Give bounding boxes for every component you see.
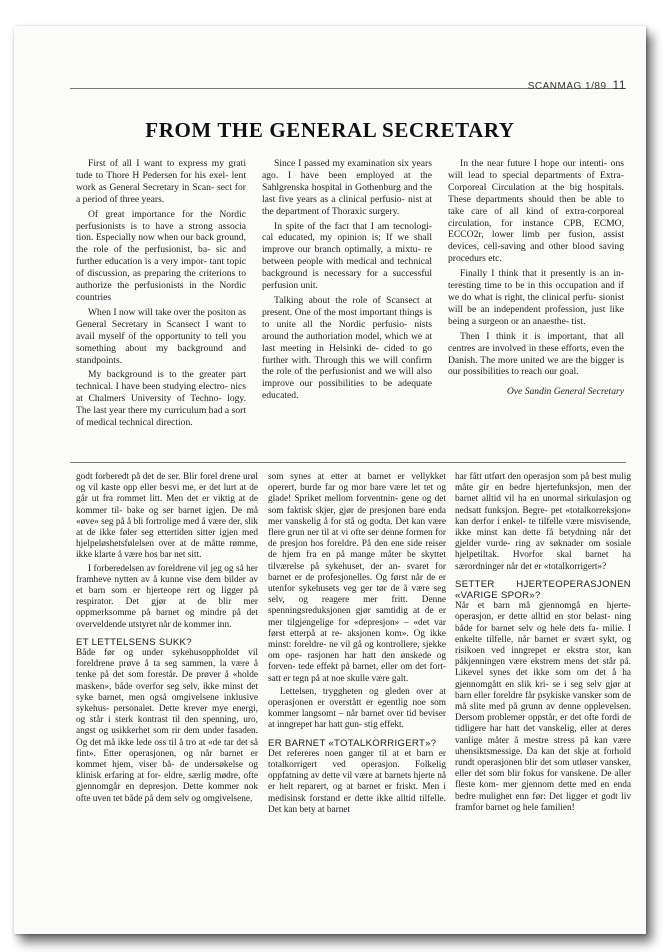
- paragraph: Talking about the role of Scansect at present. One of the most important things is to unite all the Nordic perfusio- nists around the authoriation model, which we at last meeting in Helsinki de- cided to go further with. Through this we will confirm the role of the perfusionist and we will also improve our possibilities to be adequate educated.: [262, 294, 432, 402]
- subheading: ER BARNET «TOTALKORRIGERT»?: [268, 737, 437, 749]
- paragraph: Then I think it is important, that all centres are involved in these efforts, even the Danish. The more united we are the bigger is our possibilities to reach our goal.: [448, 330, 624, 378]
- article-title: FROM THE GENERAL SECRETARY: [145, 118, 515, 142]
- norwegian-column-1: [76, 472, 258, 807]
- section-divider: [70, 462, 626, 463]
- paragraph: Når et barn må gjennomgå en hjerte- operasjon, er dette alltid en stor belast- ning både for barnet selv og hele dets fa- milie. I enkelte tilfelle, når barnet er svært sykt, og risikoen ved inngrepet er ekstra stor, kan påkjenningen være ekstrem mens det står på. Likevel synes det ikke som om det å ha gjennomgått en slik kri- se i seg selv gjør at barn eller foreldre får psykiske vansker som de må slite med på grunn av denne opplevelsen. Dersom problemer oppstår, er det ofte fordi de tidligere har hatt det vanskelig, eller at deres vanlige måter å mestre stress på kan være uhensiktsmessige. Da kan det skje at forhold rundt operasjonen blir det som utløser vansker, eller det som blir fokus for vanskene. De aller fleste kom- mer gjennom dette med en enda bedre mulighet enn før: Det ligger et godt liv framfor barnet og hele familien!: [455, 601, 631, 813]
- paragraph: godt forberedt på det de ser. Blir forel drene urøl og vil kaste opp eller besvi me, er det lurt at de går ut fra rommet litt. Men det er viktig at de kommer til- bake og ser barnet igjen. De må «øve» seg på å bli fortrolige med å være der, slik at de ikke føler seg ettertiden sitter igjen med hjelpeløshetsfølelsen over at de måtte rømme, ikke klarte å være hos bar net sitt.: [76, 472, 258, 561]
- signature: Ove Sandin General Secretary: [506, 386, 624, 398]
- magazine-issue: SCANMAG 1/89: [527, 81, 607, 92]
- subheading: ET LETTELSENS SUKK?: [76, 636, 192, 648]
- norwegian-column-3: [455, 472, 631, 816]
- paragraph: First of all I want to express my grati tude to Thore H Pedersen for his exel- lent work as General Secretary in Scan- sect for a period of three years.: [76, 158, 246, 205]
- paragraph: My background is to the greater part technical. I have been studying electro- nics at Chalmers University of Techno- logy. The last year there my curriculum had a sort of medical technical direction.: [76, 369, 246, 429]
- magazine-page: [14, 26, 646, 934]
- paragraph: Since I passed my examination six years ago. I have been employed at the Sahlgrenska hospital in Gothenburg and the last five years as a clinical perfusio- nist at the department of Thoraxic surgery.: [262, 158, 432, 217]
- article-column-1: [76, 158, 246, 432]
- paragraph: Både før og under sykehusoppholdet vil foreldrene prøve å ta seg sammen, la være å tenke på det som forestår. De prøver å «holde masken», både overfor seg selv, ikke minst det syke barnet, men også omgivelsene inklusive sykehus- personalet. Dette krever mye energi, og står i sterk kontrast til den spenning, uro, angst og usikkerhet som rir dem under fasaden. Og det må ikke lede oss til å tro at «de tar det så fint». Etter operasjonen, og når barnet er kommet hjem, viser bå- de undersøkelse og klinisk erfaring at for- eldre, særlig mødre, ofte gjennomgår en depresjon. Dette kommer nok ofte uven tet både på dem selv og omgivelsene,: [76, 648, 258, 804]
- paragraph: I forberedelsen av foreldrene vil jeg og så her framheve nytten av å kunne vise dem bilder av et barn som er hjerteope rert og ligger på respirator. Det gjør at de blir mer oppmerksomme på barnet og mindre på det overveldende utstyret når de kommer inn.: [76, 563, 258, 630]
- page-header: [528, 78, 626, 92]
- paragraph: Finally I think that it presently is an in- teresting time to be in this occupation and if we do what is right, the clinical perfu- sionist will be an independent profession, just like being a surgeon or an anaesthe- tist.: [448, 268, 624, 327]
- article-column-2: [262, 158, 432, 405]
- article-column-3: [448, 158, 624, 401]
- paragraph: Lettelsen, tryggheten og gleden over at operasjonen er overstått er egentlig noe som kommer langsomt – når barnet over tid beviser at inngrepet har hatt gun- stig effekt.: [268, 686, 446, 731]
- paragraph: In spite of the fact that I am tecnologi- cal educated, my opinion is; If we shall improve our branch optimally, a mixtu- re between people with medical and technical background is necessary for a successful perfusion unit.: [262, 220, 432, 292]
- norwegian-column-2: [268, 472, 446, 818]
- paragraph: In the near future I hope our intenti- ons will lead to special departments of Extra-Corporeal Circulation at the big hospitals. These departments should then be able to take care of all kind of extra-corporeal circulation, for instance CPB, ECMO, ECCO2r, lower limb per fusion, assist devices, cell-saving and other blood saving procedurs etc.: [448, 158, 624, 265]
- paragraph: som synes at etter at barnet er vellykket operert, burde far og mor bare være let tet og glade! Spriket mellom forventnin- gene og det som faktisk skjer, gjør de presjonen bare enda mer vanskelig å for stå og godta. Det kan være flere grun ner til at vi ofte ser denne formen for de presjon hos foreldre. På den ene side reiser de hjem fra en på mange måter be skyttet tilværelse på sykehuset, der an- svaret for barnet er de profesjonelles. Og først når de er utenfor sykehusets veg ger tør de å være seg selv, og reagere mer fritt. Denne spenningsreduksjonen gjør samtidig at de er mer tilgjengelige for «depresjon» – «det var først etterpå at re- aksjonen kom». Og ikke minst: foreldre- ne vil gå og kontrollere, sjekke om ope- rasjonen har hatt den ønskede og forven- tede effekt på barnet, eller om det fort- satt er tegn på at noe skulle være galt.: [268, 472, 446, 684]
- paragraph: Det refereres noen ganger til at et barn er totalkorrigert ved operasjon. Folkelig oppfatning av dette vil være at barnets hjerte nå er helt reparert, og at barnet er friskt. Men i medisinsk forstand er dette ikke alltid tilfelle. Det kan bety at barnet: [268, 748, 446, 815]
- page-number: 11: [612, 78, 626, 92]
- subheading: SETTER HJERTEOPERASJONEN «VARIGE SPOR»?: [455, 578, 631, 602]
- paragraph: har fått utført den operasjon som på best mulig måte gir en bedre hjertefunksjon, men der barnet alltid vil ha en unormal sirkulasjon og nedsatt funksjon. Begre- pet «totalkorreksjon» kan derfor i enkel- te tilfelle være misvisende, ikke minst kan dette få betydning når det gjelder vurde- ring av søknader om sosiale hjelpetiltak. Hvorfor skal barnet ha særordninger når det er «totalkorrigert»?: [455, 472, 631, 572]
- paragraph: When I now will take over the positon as General Secretary in Scansect I want to avail myself of the opportunity to tell you something about my background and standpoints.: [76, 306, 246, 366]
- paragraph: Of great importance for the Nordic perfusionists is to have a strong associa tion. Especially now when our back ground, the role of the perfusionist, ba- sic and further education is a very impor- tant topic of discussion, as preparing the criterions to authorize the perfusionists in the Nordic countries: [76, 208, 246, 303]
